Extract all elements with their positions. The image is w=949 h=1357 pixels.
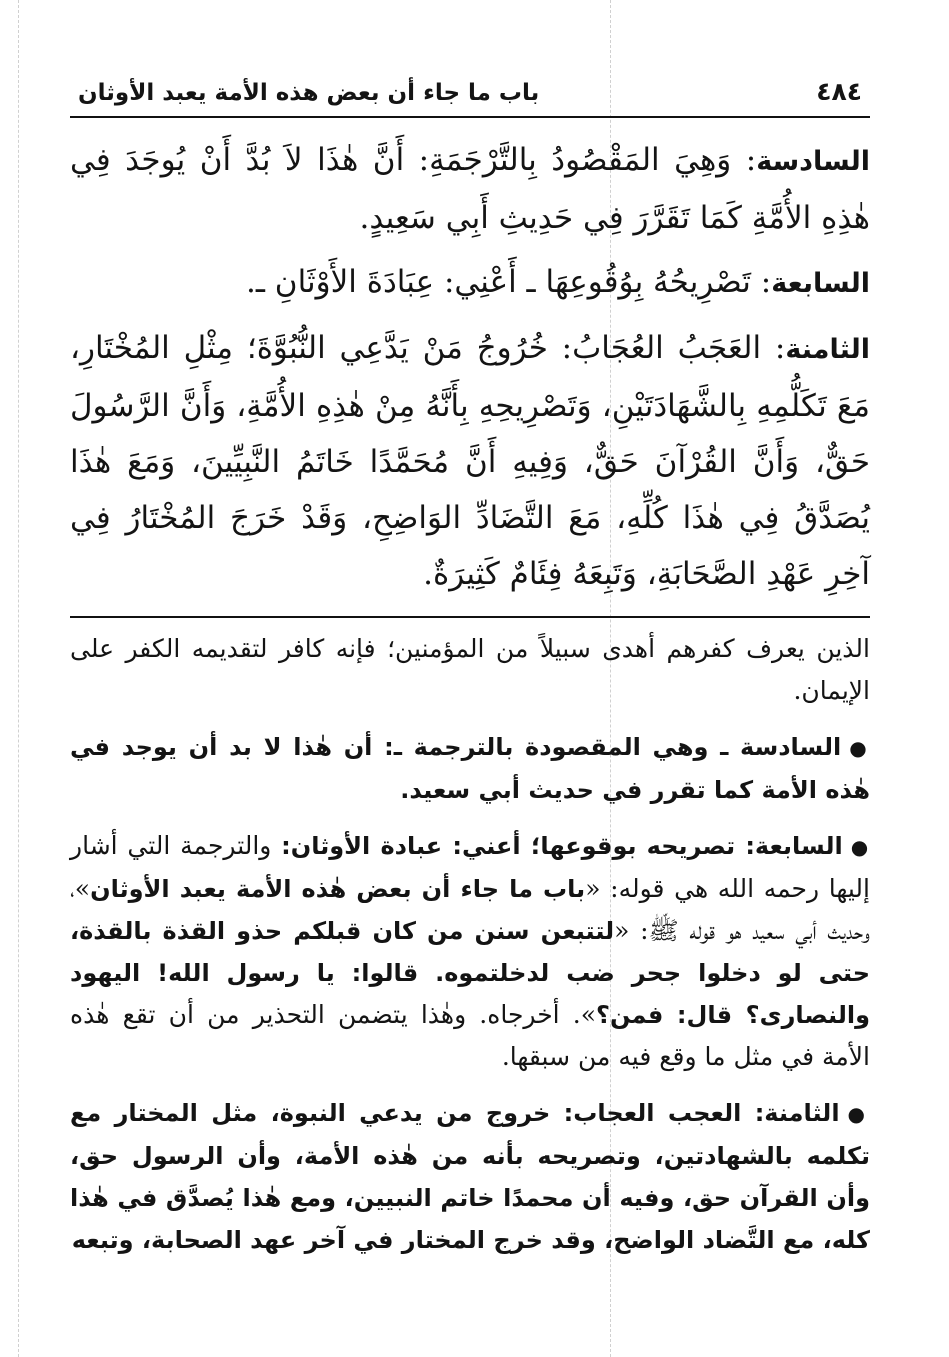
- bullet-icon: ●: [850, 835, 871, 859]
- matn-paragraph: [70, 320, 870, 602]
- sharh-paragraph: [70, 726, 870, 811]
- sharh-paragraph: [70, 1092, 870, 1261]
- matn-paragraph: [70, 254, 870, 312]
- sharh-bold: لتتبعن سنن من كان قبلكم حذو القذة بالقذة، حتى لو دخلوا جحر ضب لدخلتموه. قالوا: يا رسول الله! اليهود والنصارى؟ قال: فمن؟: [70, 917, 870, 1029]
- running-title: باب ما جاء أن بعض هذه الأمة يعبد الأوثان: [78, 80, 540, 106]
- matn-text: [70, 132, 870, 602]
- sharh-bold: السابعة: تصريحه بوقوعها؛ أعني: عبادة الأوثان:: [281, 832, 843, 860]
- section-divider: [70, 616, 870, 618]
- bullet-icon: ●: [847, 1102, 870, 1126]
- matn-body: : العَجَبُ العُجَابُ: خُرُوجُ مَنْ يَدَّعِي النُّبُوَّةَ؛ مِثْلِ المُخْتَارِ، مَعَ تَكَلُّمِهِ بِالشَّهَادَتَيْنِ، وَتَصْرِيحِهِ بِأَنَّهُ مِنْ هٰذِهِ الأُمَّةِ، وَأَنَّ الرَّسُولَ حَقٌّ، وَأَنَّ القُرْآنَ حَقٌّ، وَفِيهِ أَنَّ مُحَمَّدًا خَاتَمُ النَّبِيِّينَ، وَمَعَ هٰذَا يُصَدَّقُ فِي هٰذَا كُلِّهِ، مَعَ التَّضَادِّ الوَاضِحِ، وَقَدْ خَرَجَ المُخْتَارُ فِي آخِرِ عَهْدِ الصَّحَابَةِ، وَتَبِعَهُ فِئَامٌ كَثِيرَةٌ.: [70, 330, 870, 592]
- page-header: [70, 58, 870, 106]
- sharh-bold: الثامنة: العجب العجاب: خروج من يدعي النبوة، مثل المختار مع تكلمه بالشهادتين، وتصريحه بأنه من هٰذه الأمة، وأن الرسول حق، وأن القرآن حق، وفيه أن محمدًا خاتم النبيين، ومع هٰذا يُصدَّق في هٰذا كله، مع التَّضاد الواضح، وقد خرج المختار في آخر عهد الصحابة، وتبعه: [70, 1099, 870, 1254]
- bullet-icon: ●: [849, 736, 870, 760]
- matn-paragraph: [70, 132, 870, 246]
- sharh-body: ». أخرجاه. وهٰذا يتضمن التحذير من أن تقع هٰذه الأمة في مثل ما وقع فيه من سبقها.: [70, 1000, 870, 1071]
- fold-line: [18, 0, 19, 1357]
- matn-label: السابعة: [771, 268, 870, 299]
- page-number: ٤٨٤: [816, 77, 862, 106]
- sharh-paragraph: [70, 825, 870, 1078]
- sharh-intro: الذين يعرف كفرهم أهدى سبيلاً من المؤمنين؛ فإنه كافر لتقديمه الكفر على الإيمان.: [70, 634, 870, 705]
- matn-body: : تَصْرِيحُهُ بِوُقُوعِهَا ـ أَعْنِي: عِبَادَةَ الأَوْثَانِ ـ.: [246, 264, 772, 300]
- header-rule: [70, 116, 870, 118]
- sharh-body: »، وحديث أبي سعيد هو قوله ﷺ: «: [70, 874, 871, 945]
- sharh-bold: السادسة ـ وهي المقصودة بالترجمة ـ: أن هٰذا لا بد أن يوجد في هٰذه الأمة كما تقرر في حديث أبي سعيد.: [70, 733, 870, 804]
- sharh-bold: باب ما جاء أن بعض هٰذه الأمة يعبد الأوثان: [90, 875, 586, 903]
- book-page: [70, 58, 870, 1348]
- sharh-text: [70, 628, 870, 1261]
- matn-label: السادسة: [756, 146, 870, 177]
- sharh-paragraph: [70, 628, 870, 712]
- sharh-body: والترجمة التي أشار إليها رحمه الله هي قوله: «: [70, 831, 870, 903]
- matn-label: الثامنة: [785, 334, 870, 365]
- matn-body: : وَهِيَ المَقْصُودُ بِالتَّرْجَمَةِ: أَنَّ هٰذَا لاَ بُدَّ أَنْ يُوجَدَ فِي هٰذِهِ الأُمَّةِ كَمَا تَقَرَّرَ فِي حَدِيثِ أَبِي سَعِيدٍ.: [70, 142, 870, 236]
